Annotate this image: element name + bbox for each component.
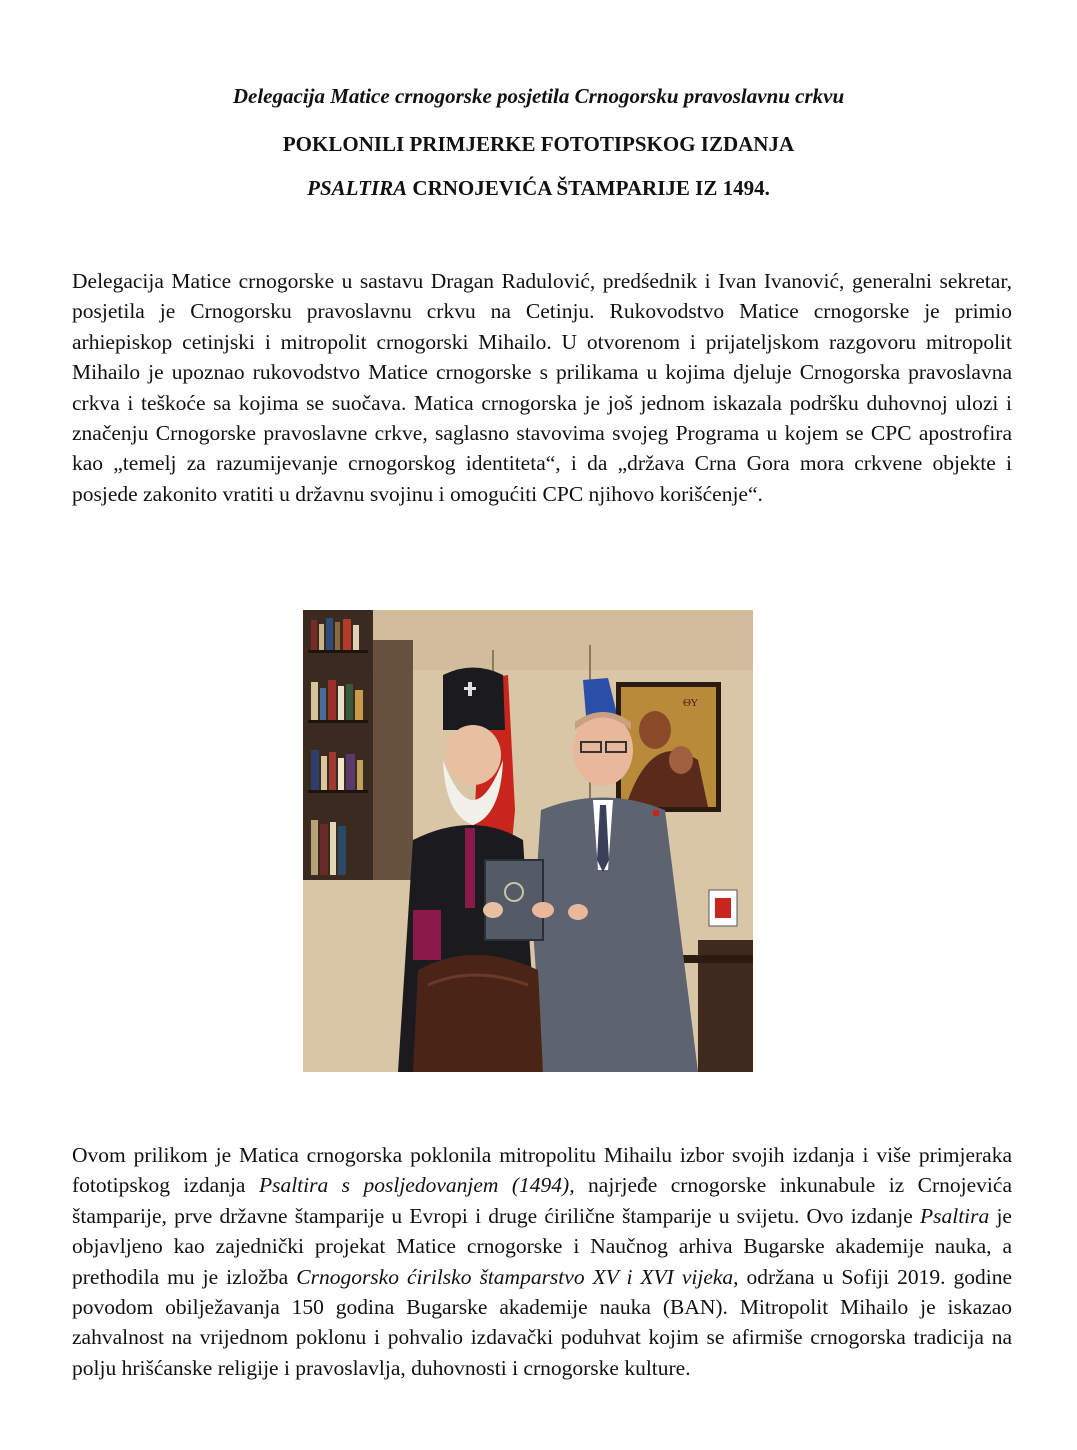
p2-text-3: je objavljeno kao zajednički projekat Matice crnogorske i Naučnog arhiva Bugarske akademije nauka, a prethodila mu je izložba xyxy=(72,1203,1012,1289)
photo-illustration xyxy=(303,610,753,1072)
article-title-line1: POKLONILI PRIMJERKE FOTOTIPSKOG IZDANJA xyxy=(282,132,795,156)
p2-text-2: najrjeđe crnogorske inkunabule iz Crnojevića štamparije, prve državne štamparije u Evropi i druge ćirilične štamparije u svijetu. Ovo izdanje xyxy=(72,1173,1012,1228)
p2-text-4: održana u Sofiji 2019. godine povodom obilježavanja 150 godina Bugarske akademije nauka (BAN). Mitropolit Mihailo je iskazao zahvalnost na vrijednom poklonu i pohvalio izdavački poduhvat kojim se afirmiše crnogorska tradicija na polju hrišćanske religije i pravoslavlja, duhovnosti i crnogorske kulture. xyxy=(72,1264,1013,1380)
bookshelf xyxy=(303,610,373,880)
p2-italic-psaltir-title: Psaltira s posljedovanjem (1494), xyxy=(258,1173,575,1198)
p2-text-1: Ovom prilikom je Matica crnogorska poklonila mitropolitu Mihailu izbor svojih izdanja i više primjeraka fototipskog izdanja xyxy=(72,1143,1012,1198)
article-kicker: Delegacija Matice crnogorske posjetila Crnogorsku pravoslavnu crkvu xyxy=(232,84,845,108)
icon-inscription: ΘΥ xyxy=(683,697,699,709)
photo-delegation-meeting xyxy=(303,610,753,1072)
paragraph-2 xyxy=(72,1140,1012,1383)
title-line2-rest: CRNOJEVIĆA ŠTAMPARIJE IZ 1494. xyxy=(407,176,770,200)
p2-italic-psaltira: Psaltira xyxy=(919,1203,990,1228)
article-title-line2 xyxy=(0,176,1077,201)
title-italic-psaltira: PSALTIRA xyxy=(307,176,408,200)
book-psaltir xyxy=(485,860,543,940)
p2-italic-exhibition: Crnogorsko ćirilsko štamparstvo XV i XVI vijeka, xyxy=(296,1264,739,1289)
paragraph-1: Delegacija Matice crnogorske u sastavu Dragan Radulović, predśednik i Ivan Ivanović, generalni sekretar, posjetila je Crnogorsku pravoslavnu crkvu na Cetinju. Rukovodstvo Matice crnogorske je primio arhiepiskop cetinjski i mitropolit crnogorski Mihailo. U otvorenom i prijateljskom razgovoru mitropolit Mihailo je upoznao rukovodstvo Matice crnogorske s prilikama u kojima djeluje Crnogorska pravoslavna crkva i teškoće sa kojima se suočava. Matica crnogorska je još jednom iskazala podršku duhovnoj ulozi i značenju Crnogorske pravoslavne crkve, saglasno stavovima svojeg Programa u kojem se CPC apostrofira kao „temelj za razumijevanje crnogorskog identiteta“, i da „država Crna Gora mora crkvene objekte i posjede zakonito vratiti u državnu svojinu i omogućiti CPC njihovo korišćenje“. xyxy=(72,269,1012,506)
leather-chair xyxy=(413,955,543,1072)
